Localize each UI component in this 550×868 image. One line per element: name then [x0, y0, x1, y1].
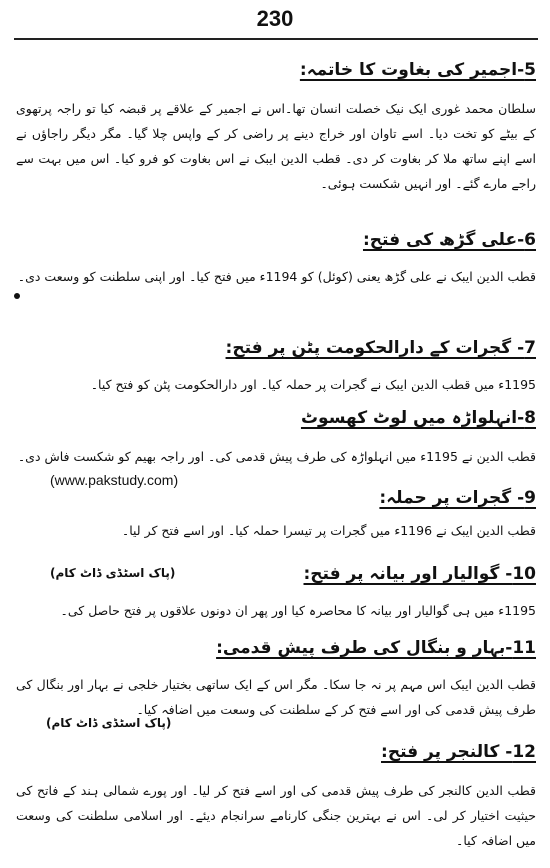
section-body-12: قطب الدین کالنجر کی طرف پیش قدمی کی اور اسے فتح کر لیا۔ اور پورے شمالی ہند کے فاتح کی حیثیت اختیار کر لی۔ اس نے بہترین جنگی کارنامے سرانجام دیئے۔ اور اسلامی سلطنت کی وسعت میں اضافہ کیا۔ — [16, 783, 536, 848]
watermark-2: (پاک اسٹڈی ڈاٹ کام) — [46, 716, 172, 730]
section-body-11: قطب الدین ایبک اس مہم پر نہ جا سکا۔ مگر اس کے ایک ساتھی بختیار خلجی نے بہار اور بنگال کی طرف پیش قدمی کی اور اسے فتح کر کے سلطنت کی وسعت میں اضافہ کیا۔ — [16, 677, 536, 717]
section-body-7: 1195ء میں قطب الدین ایبک نے گجرات پر حملہ کیا۔ اور دارالحکومت پٹن کو فتح کیا۔ — [90, 377, 536, 392]
section-body-9: قطب الدین ایبک نے 1196ء میں گجرات پر تیسرا حملہ کیا۔ اور اسے فتح کر لیا۔ — [121, 523, 536, 538]
header-rule — [14, 38, 538, 40]
section-body-10: 1195ء میں ہی گوالیار اور بیانہ کا محاصرہ کیا اور پھر ان دونوں علاقوں پر فتح حاصل کی۔ — [60, 603, 536, 618]
section-heading-10: 10- گوالیار اور بیانہ پر فتح: — [303, 564, 536, 584]
section-heading-9: 9- گجرات پر حملہ: — [379, 488, 536, 508]
section-heading-8: 8-انہلواڑہ میں لوٹ کھسوٹ — [300, 408, 536, 428]
section-heading-5: 5-اجمیر کی بغاوت کا خاتمہ: — [299, 60, 536, 80]
section-body-6: قطب الدین ایبک نے علی گڑھ یعنی (کوئل) کو 1194ء میں فتح کیا۔ اور اپنی سلطنت کو وسعت دی۔ — [17, 269, 536, 284]
website-text: (www.pakstudy.com) — [50, 472, 179, 488]
margin-dot — [14, 293, 20, 299]
section-body-5: سلطان محمد غوری ایک نیک خصلت انسان تھا۔اس نے اجمیر کے علاقے پر قبضہ کیا تو راجہ پرتھوی کے بیٹے کو تخت دیا۔ اسے تاوان اور خراج دینے پر راضی کر کے واپس چلا گیا۔ مگر دیگر راجاؤں نے اسے اپنے ساتھ ملا کر بغاوت کر دی۔ قطب الدین ایبک نے اس بغاوت کو فرو کیا۔ اس میں بہت سے راجے مارے گئے۔ اور انہیں شکست ہوئی۔ — [16, 101, 536, 191]
section-heading-7: 7- گجرات کے دارالحکومت پٹن پر فتح: — [225, 338, 536, 358]
watermark-1: (پاک اسٹڈی ڈاٹ کام) — [50, 566, 176, 580]
section-heading-12: 12- کالنجر پر فتح: — [381, 742, 536, 762]
section-heading-11: 11-بہار و بنگال کی طرف پیش قدمی: — [216, 638, 536, 658]
section-heading-6: 6-علی گڑھ کی فتح: — [362, 230, 536, 250]
page-number: 230 — [256, 6, 294, 31]
section-body-8: قطب الدین نے 1195ء میں انہلواڑہ کی طرف پیش قدمی کی۔ اور راجہ بھیم کو شکست فاش دی۔ — [17, 449, 536, 464]
